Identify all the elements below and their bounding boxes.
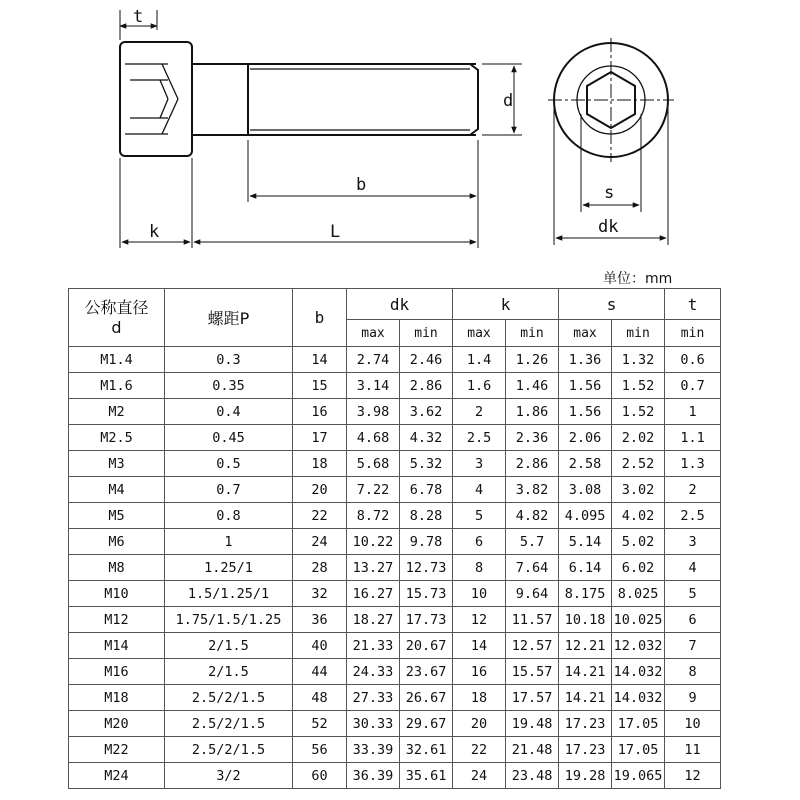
table-row: [69, 607, 721, 633]
cell-s-max: 4.095: [559, 503, 612, 529]
cell-s-min: 5.02: [612, 529, 665, 555]
cell-size: M4: [69, 477, 165, 503]
cell-s-max: 19.28: [559, 763, 612, 789]
cell-t-min: 2.5: [665, 503, 721, 529]
cell-dk-min: 8.28: [400, 503, 453, 529]
cell-s-min: 6.02: [612, 555, 665, 581]
cell-k-min: 7.64: [506, 555, 559, 581]
cell-k-min: 11.57: [506, 607, 559, 633]
header-pitch: 螺距P: [165, 289, 293, 347]
cell-k-max: 24: [453, 763, 506, 789]
table-body: [69, 347, 721, 789]
table-row: [69, 399, 721, 425]
cell-k-min: 5.7: [506, 529, 559, 555]
cell-s-min: 2.52: [612, 451, 665, 477]
label-d: d: [503, 91, 514, 111]
cell-size: M1.6: [69, 373, 165, 399]
cell-dk-max: 13.27: [347, 555, 400, 581]
cell-dk-max: 4.68: [347, 425, 400, 451]
cell-dk-max: 7.22: [347, 477, 400, 503]
cell-t-min: 5: [665, 581, 721, 607]
cell-dk-max: 27.33: [347, 685, 400, 711]
cell-t-min: 0.6: [665, 347, 721, 373]
cell-k-min: 2.36: [506, 425, 559, 451]
table-row: [69, 425, 721, 451]
cell-s-max: 1.36: [559, 347, 612, 373]
cell-b: 36: [293, 607, 347, 633]
cell-dk-max: 3.14: [347, 373, 400, 399]
cell-dk-max: 33.39: [347, 737, 400, 763]
cell-s-max: 3.08: [559, 477, 612, 503]
header-dk: dk: [347, 289, 453, 320]
cell-t-min: 10: [665, 711, 721, 737]
unit-note: 单位：mm: [603, 271, 673, 287]
cell-s-min: 14.032: [612, 659, 665, 685]
cell-dk-max: 3.98: [347, 399, 400, 425]
label-L: L: [330, 222, 341, 242]
cell-dk-min: 6.78: [400, 477, 453, 503]
cell-s-min: 19.065: [612, 763, 665, 789]
cell-k-max: 10: [453, 581, 506, 607]
cell-dk-max: 21.33: [347, 633, 400, 659]
cell-size: M10: [69, 581, 165, 607]
table-row: [69, 503, 721, 529]
cell-s-min: 12.032: [612, 633, 665, 659]
cell-k-min: 1.46: [506, 373, 559, 399]
cell-dk-max: 16.27: [347, 581, 400, 607]
header-s-min: min: [612, 320, 665, 347]
cell-s-max: 1.56: [559, 373, 612, 399]
cell-dk-min: 29.67: [400, 711, 453, 737]
cell-k-min: 19.48: [506, 711, 559, 737]
cell-t-min: 11: [665, 737, 721, 763]
dimensions-table: [68, 288, 721, 789]
cell-dk-max: 18.27: [347, 607, 400, 633]
cell-k-min: 1.26: [506, 347, 559, 373]
label-s: s: [604, 183, 615, 203]
cell-size: M24: [69, 763, 165, 789]
table-row: [69, 581, 721, 607]
cell-t-min: 12: [665, 763, 721, 789]
cell-size: M14: [69, 633, 165, 659]
cell-b: 15: [293, 373, 347, 399]
cell-t-min: 7: [665, 633, 721, 659]
cell-pitch: 2.5/2/1.5: [165, 685, 293, 711]
cell-dk-min: 15.73: [400, 581, 453, 607]
cell-dk-max: 10.22: [347, 529, 400, 555]
cell-k-max: 2: [453, 399, 506, 425]
cell-pitch: 2/1.5: [165, 633, 293, 659]
cell-s-max: 14.21: [559, 659, 612, 685]
cell-dk-max: 30.33: [347, 711, 400, 737]
cell-b: 17: [293, 425, 347, 451]
cell-k-max: 8: [453, 555, 506, 581]
label-k: k: [149, 222, 160, 242]
table-row: [69, 763, 721, 789]
cell-s-max: 5.14: [559, 529, 612, 555]
cell-s-max: 6.14: [559, 555, 612, 581]
cell-s-min: 17.05: [612, 737, 665, 763]
cell-k-max: 3: [453, 451, 506, 477]
cell-t-min: 3: [665, 529, 721, 555]
header-t: t: [665, 289, 721, 320]
cell-s-max: 8.175: [559, 581, 612, 607]
cell-pitch: 0.5: [165, 451, 293, 477]
header-t-min: min: [665, 320, 721, 347]
cell-k-max: 12: [453, 607, 506, 633]
cell-s-min: 3.02: [612, 477, 665, 503]
cell-k-min: 17.57: [506, 685, 559, 711]
label-b: b: [356, 175, 367, 195]
cell-dk-max: 8.72: [347, 503, 400, 529]
cell-size: M22: [69, 737, 165, 763]
cell-dk-max: 5.68: [347, 451, 400, 477]
cell-dk-min: 17.73: [400, 607, 453, 633]
dimension-d: [482, 64, 522, 135]
cell-dk-min: 4.32: [400, 425, 453, 451]
cell-pitch: 0.45: [165, 425, 293, 451]
cell-t-min: 4: [665, 555, 721, 581]
cell-k-min: 12.57: [506, 633, 559, 659]
cell-k-min: 21.48: [506, 737, 559, 763]
table-row: [69, 737, 721, 763]
label-t: t: [133, 7, 144, 27]
cell-pitch: 2.5/2/1.5: [165, 737, 293, 763]
cell-s-min: 1.32: [612, 347, 665, 373]
cell-k-min: 1.86: [506, 399, 559, 425]
cell-t-min: 9: [665, 685, 721, 711]
header-nominal-diameter: [69, 289, 165, 347]
header-k: k: [453, 289, 559, 320]
cell-b: 32: [293, 581, 347, 607]
cell-b: 18: [293, 451, 347, 477]
cell-dk-min: 26.67: [400, 685, 453, 711]
cell-size: M2: [69, 399, 165, 425]
cell-pitch: 1.5/1.25/1: [165, 581, 293, 607]
cell-size: M3: [69, 451, 165, 477]
table-row: [69, 347, 721, 373]
header-s: s: [559, 289, 665, 320]
table-row: [69, 711, 721, 737]
cell-k-max: 2.5: [453, 425, 506, 451]
cell-pitch: 1.75/1.5/1.25: [165, 607, 293, 633]
cell-k-max: 22: [453, 737, 506, 763]
header-b: b: [293, 289, 347, 347]
cell-k-min: 9.64: [506, 581, 559, 607]
cell-t-min: 8: [665, 659, 721, 685]
cell-k-min: 3.82: [506, 477, 559, 503]
bolt-end-view: [548, 38, 674, 162]
cell-dk-min: 3.62: [400, 399, 453, 425]
table-row: [69, 555, 721, 581]
cell-size: M20: [69, 711, 165, 737]
cell-pitch: 0.3: [165, 347, 293, 373]
cell-s-max: 17.23: [559, 711, 612, 737]
cell-k-max: 1.4: [453, 347, 506, 373]
cell-t-min: 2: [665, 477, 721, 503]
header-dk-min: min: [400, 320, 453, 347]
cell-k-min: 23.48: [506, 763, 559, 789]
table-row: [69, 373, 721, 399]
table-row: [69, 633, 721, 659]
cell-pitch: 0.8: [165, 503, 293, 529]
cell-pitch: 3/2: [165, 763, 293, 789]
cell-k-min: 4.82: [506, 503, 559, 529]
cell-s-min: 17.05: [612, 711, 665, 737]
cell-k-max: 5: [453, 503, 506, 529]
cell-size: M5: [69, 503, 165, 529]
cell-s-min: 10.025: [612, 607, 665, 633]
cell-k-min: 15.57: [506, 659, 559, 685]
cell-b: 60: [293, 763, 347, 789]
cell-size: M18: [69, 685, 165, 711]
cell-size: M2.5: [69, 425, 165, 451]
cell-k-max: 6: [453, 529, 506, 555]
cell-b: 28: [293, 555, 347, 581]
cell-pitch: 0.4: [165, 399, 293, 425]
cell-pitch: 0.35: [165, 373, 293, 399]
cell-s-min: 2.02: [612, 425, 665, 451]
cell-pitch: 0.7: [165, 477, 293, 503]
cell-size: M8: [69, 555, 165, 581]
cell-s-max: 10.18: [559, 607, 612, 633]
cell-b: 56: [293, 737, 347, 763]
cell-s-min: 4.02: [612, 503, 665, 529]
header-row-1: [69, 289, 721, 320]
cell-pitch: 2/1.5: [165, 659, 293, 685]
cell-t-min: 1.1: [665, 425, 721, 451]
cell-t-min: 1: [665, 399, 721, 425]
cell-b: 52: [293, 711, 347, 737]
cell-b: 14: [293, 347, 347, 373]
cell-t-min: 1.3: [665, 451, 721, 477]
cell-s-min: 8.025: [612, 581, 665, 607]
cell-dk-max: 36.39: [347, 763, 400, 789]
dimension-k-L: [120, 158, 476, 248]
header-s-max: max: [559, 320, 612, 347]
cell-size: M16: [69, 659, 165, 685]
header-d-line2: d: [111, 317, 122, 337]
cell-b: 16: [293, 399, 347, 425]
cell-b: 24: [293, 529, 347, 555]
table-row: [69, 451, 721, 477]
cell-s-max: 14.21: [559, 685, 612, 711]
table-row: [69, 477, 721, 503]
cell-k-max: 20: [453, 711, 506, 737]
table-row: [69, 529, 721, 555]
header-k-max: max: [453, 320, 506, 347]
cell-dk-min: 35.61: [400, 763, 453, 789]
cell-s-min: 1.52: [612, 373, 665, 399]
cell-pitch: 1: [165, 529, 293, 555]
cell-size: M12: [69, 607, 165, 633]
cell-dk-max: 2.74: [347, 347, 400, 373]
cell-dk-min: 12.73: [400, 555, 453, 581]
header-k-min: min: [506, 320, 559, 347]
cell-s-max: 17.23: [559, 737, 612, 763]
label-dk: dk: [598, 217, 619, 237]
cell-s-min: 1.52: [612, 399, 665, 425]
cell-dk-min: 2.46: [400, 347, 453, 373]
header-dk-max: max: [347, 320, 400, 347]
table-row: [69, 685, 721, 711]
cell-dk-max: 24.33: [347, 659, 400, 685]
cell-k-max: 18: [453, 685, 506, 711]
cell-dk-min: 5.32: [400, 451, 453, 477]
bolt-technical-drawing: [0, 0, 800, 285]
cell-b: 22: [293, 503, 347, 529]
header-d-line1: 公称直径: [84, 297, 149, 317]
cell-k-max: 14: [453, 633, 506, 659]
cell-dk-min: 23.67: [400, 659, 453, 685]
cell-s-max: 12.21: [559, 633, 612, 659]
cell-s-max: 2.58: [559, 451, 612, 477]
cell-size: M1.4: [69, 347, 165, 373]
cell-t-min: 6: [665, 607, 721, 633]
cell-b: 40: [293, 633, 347, 659]
cell-dk-min: 20.67: [400, 633, 453, 659]
cell-b: 20: [293, 477, 347, 503]
cell-dk-min: 32.61: [400, 737, 453, 763]
cell-b: 44: [293, 659, 347, 685]
cell-pitch: 1.25/1: [165, 555, 293, 581]
cell-t-min: 0.7: [665, 373, 721, 399]
cell-dk-min: 9.78: [400, 529, 453, 555]
cell-k-min: 2.86: [506, 451, 559, 477]
cell-k-max: 4: [453, 477, 506, 503]
cell-s-max: 1.56: [559, 399, 612, 425]
cell-k-max: 1.6: [453, 373, 506, 399]
cell-size: M6: [69, 529, 165, 555]
cell-pitch: 2.5/2/1.5: [165, 711, 293, 737]
cell-k-max: 16: [453, 659, 506, 685]
cell-b: 48: [293, 685, 347, 711]
cell-s-min: 14.032: [612, 685, 665, 711]
cell-s-max: 2.06: [559, 425, 612, 451]
bolt-side-view: [120, 42, 478, 156]
table-row: [69, 659, 721, 685]
cell-dk-min: 2.86: [400, 373, 453, 399]
